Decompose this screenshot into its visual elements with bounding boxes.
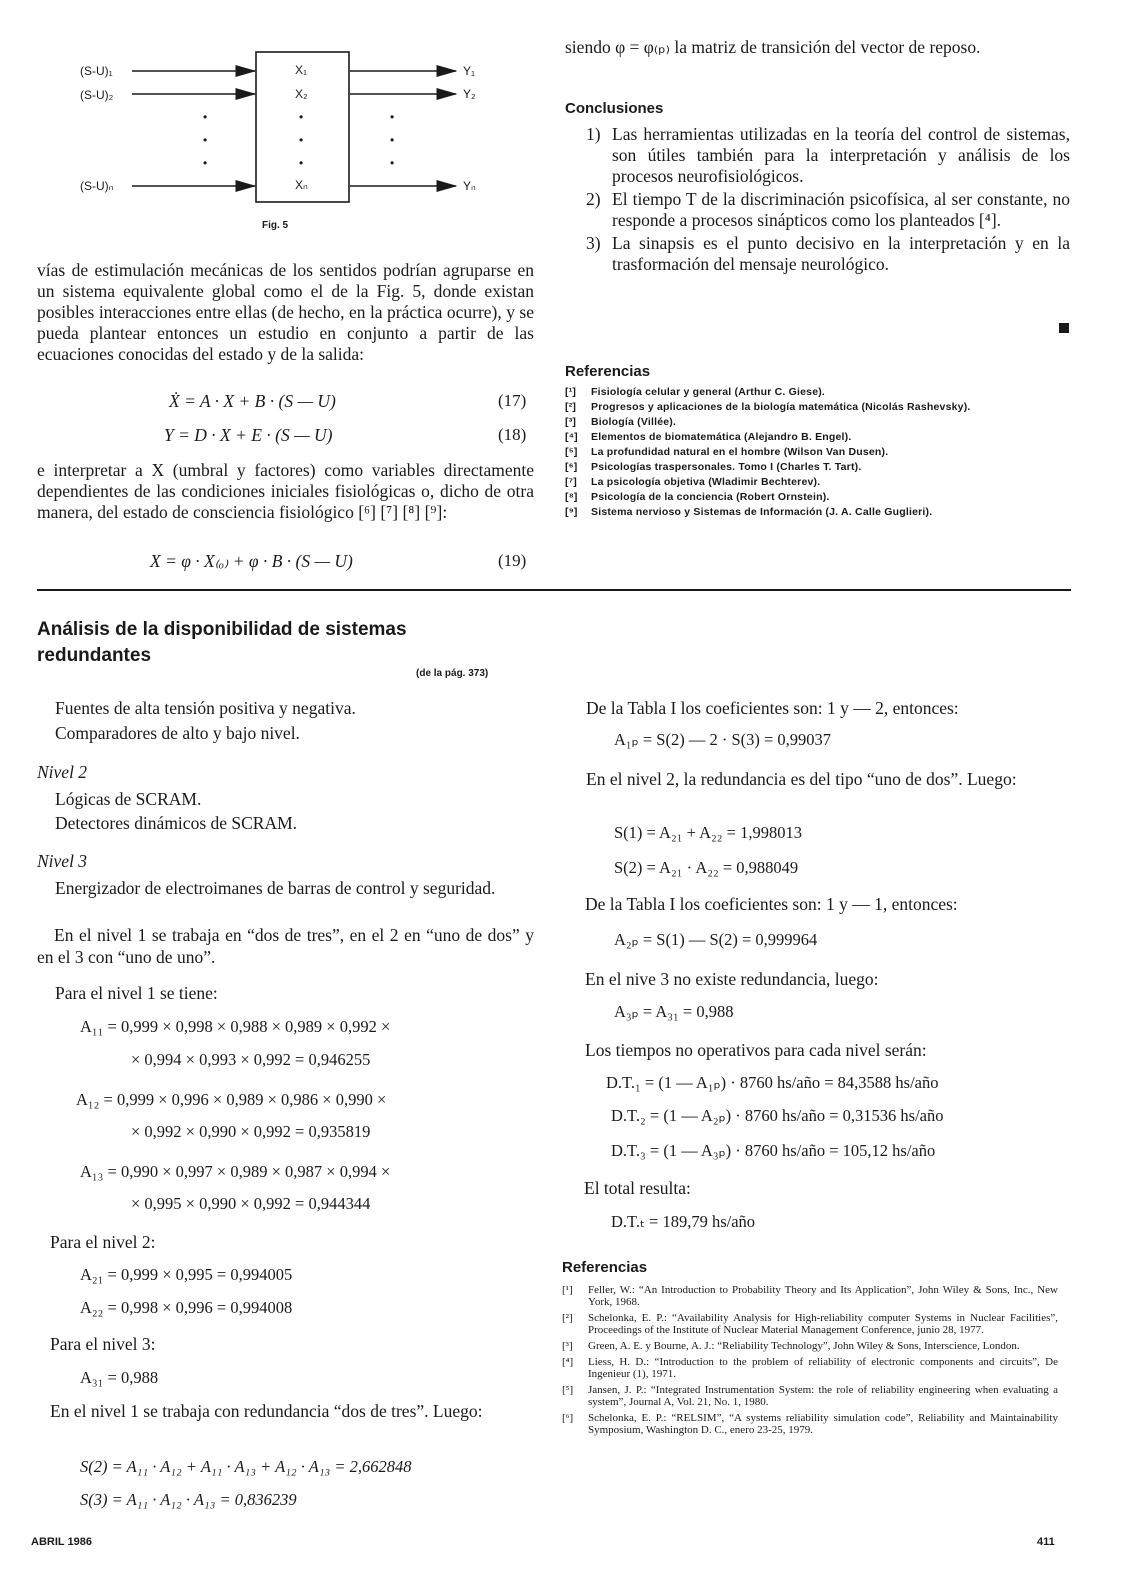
reference-item [562,1312,1067,1336]
dot-output-c: • [390,156,395,170]
paragraph-transition: siendo φ = φ₍ₚ₎ la matriz de transición del vector de reposo. [565,37,981,57]
input-label-1: (S-U)₁ [80,64,113,78]
reference-item [562,1284,1067,1308]
dot-state-b: • [299,133,304,147]
conclusion-number: 1) [586,124,601,144]
reference-item [565,476,1070,488]
equation-a31: A₃₁ = 0,988 [80,1368,159,1387]
dot-state-c: • [299,156,304,170]
input-label-n: (S-U)ₙ [80,179,114,193]
text-line: Lógicas de SCRAM. [55,789,202,809]
reference-number: [²] [565,401,577,413]
end-mark [1059,323,1069,333]
dot-input-b: • [203,133,208,147]
reference-text: Psicologías traspersonales. Tomo I (Charles T. Tart). [591,461,862,473]
conclusions-heading: Conclusiones [565,100,664,117]
references-list-top [565,386,1070,518]
equation-s3: S(3) = A₁₁ · A₁₂ · A₁₃ = 0,836239 [80,1490,297,1509]
reference-number: [⁵] [562,1384,574,1396]
reference-number: [¹] [565,386,577,398]
references-heading-top: Referencias [565,363,651,380]
equation-19: X = φ · X₍ₒ₎ + φ · B · (S — U) [150,551,353,571]
reference-number: [⁹] [565,506,578,518]
equation-a12-line-1: A₁₂ = 0,999 × 0,996 × 0,989 × 0,986 × 0,990 × [76,1090,387,1109]
reference-number: [⁵] [565,446,578,458]
output-label-1: Y₁ [463,64,476,78]
nivel-1-intro: Para el nivel 1 se tiene: [55,983,218,1003]
reference-text: Schelonka, E. P.: “RELSIM”, “A systems reliability simulation code”, Reliability and Maintainability Symposium, Washington D. C., enero 23-25, 1979. [588,1412,1058,1436]
nivel-3-heading: Nivel 3 [37,851,88,871]
paragraph-redundancy: En el nivel 1 se trabaja con redundancia “dos de tres”. Luego: [50,1401,483,1421]
text-line: Los tiempos no operativos para cada nivel serán: [585,1040,927,1060]
references-heading-bottom: Referencias [562,1259,648,1276]
continued-from: (de la pág. 373) [416,668,489,679]
reference-text: Biología (Villée). [591,416,677,428]
reference-item [565,386,1070,398]
equation-19-number: (19) [498,551,527,570]
conclusion-text: El tiempo T de la discriminación psicofísica, al ser constante, no responde a procesos sinápticos como los planteados [⁴]. [612,189,1070,230]
text-line: Detectores dinámicos de SCRAM. [55,813,298,833]
equation-s1: S(1) = A₂₁ + A₂₂ = 1,998013 [614,823,802,842]
conclusion-item [586,124,1071,187]
page-number: 411 [1037,1536,1055,1548]
equation-17-number: (17) [498,391,527,410]
equation-dt1: D.T.₁ = (1 — A₁ₚ) · 8760 hs/año = 84,3588 hs/año [606,1073,939,1092]
reference-item [565,401,1070,413]
reference-item [565,506,1070,518]
reference-text: Psicología de la conciencia (Robert Ornstein). [591,491,830,503]
reference-text: Fisiología celular y general (Arthur C. Giese). [591,386,826,398]
reference-number: [³] [565,416,577,428]
text-line: Fuentes de alta tensión positiva y negativa. [55,698,356,718]
reference-number: [⁴] [562,1356,574,1368]
paragraph-interpret: e interpretar a X (umbral y factores) como variables directamente dependientes de las condiciones iniciales fisiológicas o, dicho de otra manera, del estado de consciencia fisiológico [⁶] [⁷] [⁸] [⁹]: [37,460,534,522]
paragraph-nivel-2: En el nivel 2, la redundancia es del tipo “uno de dos”. Luego: [586,769,1017,789]
equation-dt3: D.T.₃ = (1 — A₃ₚ) · 8760 hs/año = 105,12 hs/año [611,1141,936,1160]
dot-input-a: • [203,110,208,124]
reference-number: [¹] [562,1284,573,1296]
reference-text: Progresos y aplicaciones de la biología matemática (Nicolás Rashevsky). [591,401,971,413]
conclusion-item [586,233,1071,275]
dot-input-c: • [203,156,208,170]
references-list-bottom [562,1284,1067,1436]
nivel-2-heading: Nivel 2 [37,762,88,782]
equation-a12-line-2: × 0,992 × 0,990 × 0,992 = 0,935819 [131,1122,371,1141]
article-title-line-1: Análisis de la disponibilidad de sistemas [37,619,407,640]
equation-a3p: A₃ₚ = A₃₁ = 0,988 [614,1002,734,1021]
reference-number: [⁸] [565,491,578,503]
equation-a2p: A₂ₚ = S(1) — S(2) = 0,999964 [614,930,818,949]
output-label-n: Yₙ [463,179,476,193]
reference-item [565,416,1070,428]
figure-5 [70,44,530,244]
reference-text: La psicología objetiva (Wladimir Bechterev). [591,476,821,488]
reference-number: [²] [562,1312,573,1324]
reference-number: [⁶] [562,1412,574,1424]
paragraph-interactions: vías de estimulación mecánicas de los sentidos podrían agruparse en un sistema equivalente global como el de la Fig. 5, donde existan posibles interacciones entre ellas (de hecho, en la práctica ocurre), y se pueda plantear entonces un estudio en conjunto a partir de las ecuaciones conocidas del estado y de la salida: [37,260,534,364]
equation-a22: A₂₂ = 0,998 × 0,996 = 0,994008 [80,1298,293,1317]
equation-a11-line-2: × 0,994 × 0,993 × 0,992 = 0,946255 [131,1050,371,1069]
reference-text: La profundidad natural en el hombre (Wilson Van Dusen). [591,446,889,458]
equation-s2-level-2: S(2) = A₂₁ · A₂₂ = 0,988049 [614,858,799,877]
equation-a11-line-1: A₁₁ = 0,999 × 0,998 × 0,988 × 0,989 × 0,992 × [80,1017,391,1036]
text-line: Comparadores de alto y bajo nivel. [55,723,300,743]
reference-number: [³] [562,1340,573,1352]
reference-number: [⁶] [565,461,578,473]
equation-dt-total: D.T.ₜ = 189,79 hs/año [611,1212,756,1231]
equation-s2: S(2) = A₁₁ · A₁₂ + A₁₁ · A₁₃ + A₁₂ · A₁₃ = 2,662848 [80,1457,412,1476]
reference-item [562,1356,1067,1380]
equation-18-number: (18) [498,425,527,444]
nivel-3-intro: Para el nivel 3: [50,1334,156,1354]
reference-text: Jansen, J. P.: “Integrated Instrumentation System: the role of reliability engineering when evaluating a system”, Journal A, Vol. 21, No. 1, 1980. [588,1384,1058,1408]
equation-18: Y = D · X + E · (S — U) [164,425,333,445]
dot-output-b: • [390,133,395,147]
conclusion-text: La sinapsis es el punto decisivo en la interpretación y en la trasformación del mensaje neurológico. [612,233,1070,274]
dot-output-a: • [390,110,395,124]
reference-item [565,491,1070,503]
article-separator [37,589,1071,591]
reference-number: [⁷] [565,476,577,488]
reference-item [562,1412,1067,1436]
footer-date: ABRIL 1986 [31,1536,92,1548]
reference-item [562,1384,1067,1408]
nivel-3-item: Energizador de electroimanes de barras de control y seguridad. [55,878,496,898]
conclusions-list [586,124,1071,275]
reference-text: Green, A. E. y Bourne, A. J.: “Reliability Technology”, John Wiley & Sons, Interscience, London. [588,1340,1020,1352]
dot-state-a: • [299,110,304,124]
reference-text: Elementos de biomatemática (Alejandro B. Engel). [591,431,852,443]
figure-caption: Fig. 5 [262,220,289,231]
equation-a13-line-1: A₁₃ = 0,990 × 0,997 × 0,989 × 0,987 × 0,994 × [80,1162,391,1181]
reference-item [565,446,1070,458]
reference-item [565,461,1070,473]
reference-text: Feller, W.: “An Introduction to Probability Theory and Its Application”, John Wiley & Sons, Inc., New York, 1968. [588,1284,1058,1308]
equation-a1p: A₁ₚ = S(2) — 2 · S(3) = 0,99037 [614,730,832,749]
reference-item [562,1340,1067,1352]
reference-text: Sistema nervioso y Sistemas de Información (J. A. Calle Guglieri). [591,506,933,518]
state-label-1: X₁ [295,63,308,77]
total-intro: El total resulta: [584,1178,691,1198]
conclusion-number: 2) [586,189,601,209]
nivel-2-intro: Para el nivel 2: [50,1232,156,1252]
text-line: De la Tabla I los coeficientes son: 1 y — 2, entonces: [586,698,959,718]
reference-item [565,431,1070,443]
article-title-line-2: redundantes [37,645,152,666]
input-label-2: (S-U)₂ [80,88,114,102]
equation-17: Ẋ = A · X + B · (S — U) [169,391,336,411]
equation-dt2: D.T.₂ = (1 — A₂ₚ) · 8760 hs/año = 0,31536 hs/año [611,1106,944,1125]
state-label-2: X₂ [295,87,308,101]
reference-number: [⁴] [565,431,578,443]
conclusion-item [586,189,1071,231]
text-line: En el nive 3 no existe redundancia, luego: [585,969,879,989]
output-label-2: Y₂ [463,87,476,101]
conclusion-number: 3) [586,233,601,253]
state-label-n: Xₙ [295,178,308,192]
text-line: De la Tabla I los coeficientes son: 1 y — 1, entonces: [585,894,958,914]
equation-a13-line-2: × 0,995 × 0,990 × 0,992 = 0,944344 [131,1194,371,1213]
reference-text: Schelonka, E. P.: “Availability Analysis for High-reliability computer Systems in Nuclear Facilities”, Proceedings of the Institute of Nuclear Material Management Conference, junio 28, 1977. [588,1312,1058,1336]
equation-a21: A₂₁ = 0,999 × 0,995 = 0,994005 [80,1265,293,1284]
conclusion-text: Las herramientas utilizadas en la teoría del control de sistemas, son útiles también para la interpretación y análisis de los procesos neurofisiológicos. [612,124,1070,186]
paragraph-levels: En el nivel 1 se trabaja en “dos de tres”, en el 2 en “uno de dos” y en el 3 con “uno de uno”. [37,925,534,967]
reference-text: Liess, H. D.: “Introduction to the problem of reliability of electronic components and circuits”, De Ingenieur (1), 1971. [588,1356,1058,1380]
